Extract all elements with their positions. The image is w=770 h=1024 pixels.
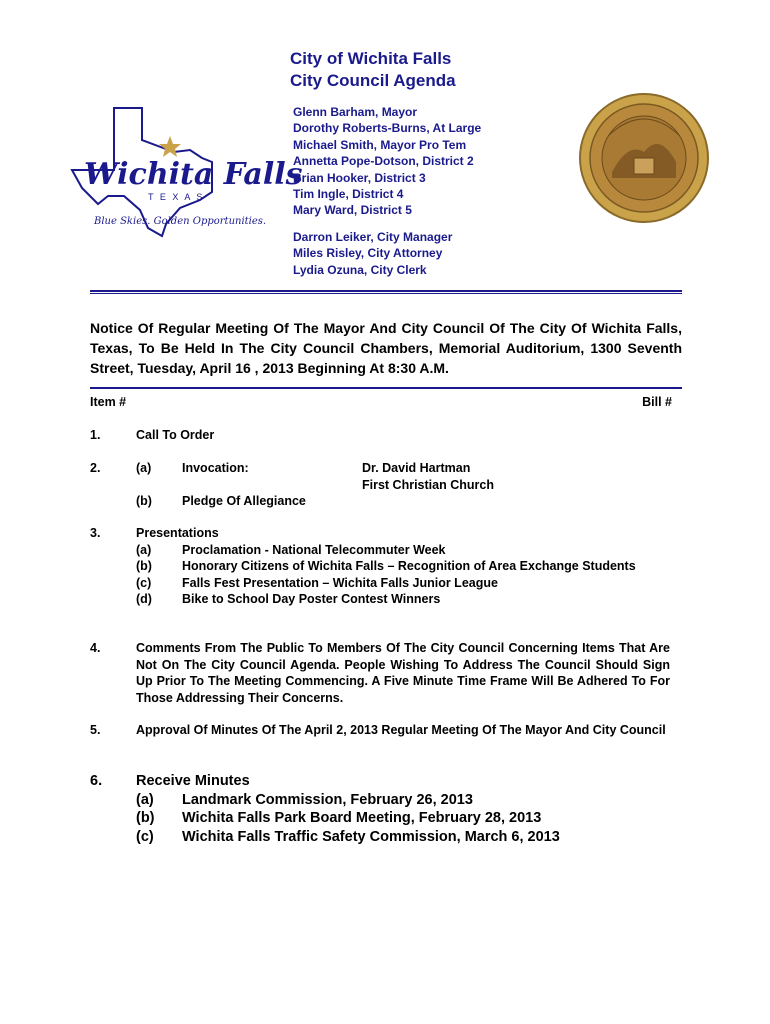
sub-letter: (a) bbox=[136, 461, 152, 475]
item-number: 2. bbox=[90, 461, 101, 475]
item-column-header: Item # bbox=[90, 395, 127, 409]
city-seal-icon bbox=[578, 92, 710, 224]
wichita-falls-logo bbox=[62, 100, 303, 240]
item-number: 1. bbox=[90, 428, 101, 442]
sub-item: (a) Proclamation - National Telecommuter Week bbox=[136, 542, 446, 557]
official: Tim Ingle, District 4 bbox=[293, 187, 404, 202]
pledge-label: Pledge Of Allegiance bbox=[182, 494, 306, 508]
invocation-church: First Christian Church bbox=[362, 477, 494, 492]
document-title: City Council Agenda bbox=[290, 71, 456, 90]
sub-letter: (b) bbox=[136, 494, 152, 508]
item-number: 3. bbox=[90, 526, 101, 540]
item-text: Receive Minutes bbox=[136, 773, 250, 789]
item-number: 6. bbox=[90, 773, 103, 789]
staff-list bbox=[293, 229, 481, 278]
item-number: 5. bbox=[90, 723, 101, 737]
sub-item: (c) Falls Fest Presentation – Wichita Falls Junior League bbox=[136, 575, 498, 590]
item-text: Call To Order bbox=[136, 428, 215, 442]
invocation-label: Invocation: bbox=[182, 461, 249, 475]
sub-item: (c) Wichita Falls Traffic Safety Commission, March 6, 2013 bbox=[136, 828, 560, 845]
official: Dorothy Roberts-Burns, At Large bbox=[293, 121, 482, 136]
sub-item: (d) Bike to School Day Poster Contest Winners bbox=[136, 592, 441, 606]
official: Michael Smith, Mayor Pro Tem bbox=[293, 137, 467, 152]
staff-member: Miles Risley, City Attorney bbox=[293, 246, 443, 261]
officials-list bbox=[293, 104, 481, 278]
meeting-notice: Notice Of Regular Meeting Of The Mayor And City Council Of The City Of Wichita Falls, Texas, To Be Held In The City Council Chambers, Memorial Auditorium, 1300 Seventh Street, Tuesday, April 16 , 2013 Beginning At 8:30 A.M. bbox=[90, 320, 682, 376]
logo-wordmark: Wichita Falls bbox=[84, 157, 303, 192]
agenda-title bbox=[290, 48, 456, 92]
item-text: Presentations bbox=[136, 526, 219, 540]
sub-item: (b) Wichita Falls Park Board Meeting, February 28, 2013 bbox=[136, 810, 542, 826]
item-text: Comments From The Public To Members Of The City Council Concerning Items That Are Not On The City Council Agenda. People Wishing To Address The Council Should Sign Up Prior To The Meeting Commencing. A Five Minute Time Frame Will Be Adhered To For Those Addressing Their Concerns. bbox=[136, 641, 670, 705]
header-divider bbox=[90, 290, 682, 294]
invocation-person: Dr. David Hartman bbox=[362, 461, 471, 475]
bill-column-header: Bill # bbox=[642, 395, 672, 409]
item-text: Approval Of Minutes Of The April 2, 2013 Regular Meeting Of The Mayor And City Council bbox=[136, 723, 666, 737]
official: Glenn Barham, Mayor bbox=[293, 105, 418, 119]
notice-divider bbox=[90, 387, 682, 389]
official: Annetta Pope-Dotson, District 2 bbox=[293, 154, 474, 169]
official: Brian Hooker, District 3 bbox=[293, 170, 426, 185]
sub-item: (a) Landmark Commission, February 26, 2013 bbox=[136, 791, 473, 808]
logo-tagline: Blue Skies. Golden Opportunities. bbox=[94, 216, 267, 227]
staff-member: Darron Leiker, City Manager bbox=[293, 229, 453, 244]
city-name: City of Wichita Falls bbox=[290, 49, 452, 68]
logo-state: T E X A S bbox=[148, 192, 205, 202]
staff-member: Lydia Ozuna, City Clerk bbox=[293, 262, 427, 277]
sub-item: (b) Honorary Citizens of Wichita Falls – Recognition of Area Exchange Students bbox=[136, 559, 636, 573]
official: Mary Ward, District 5 bbox=[293, 203, 412, 218]
column-headers bbox=[90, 395, 672, 409]
item-number: 4. bbox=[90, 641, 101, 655]
